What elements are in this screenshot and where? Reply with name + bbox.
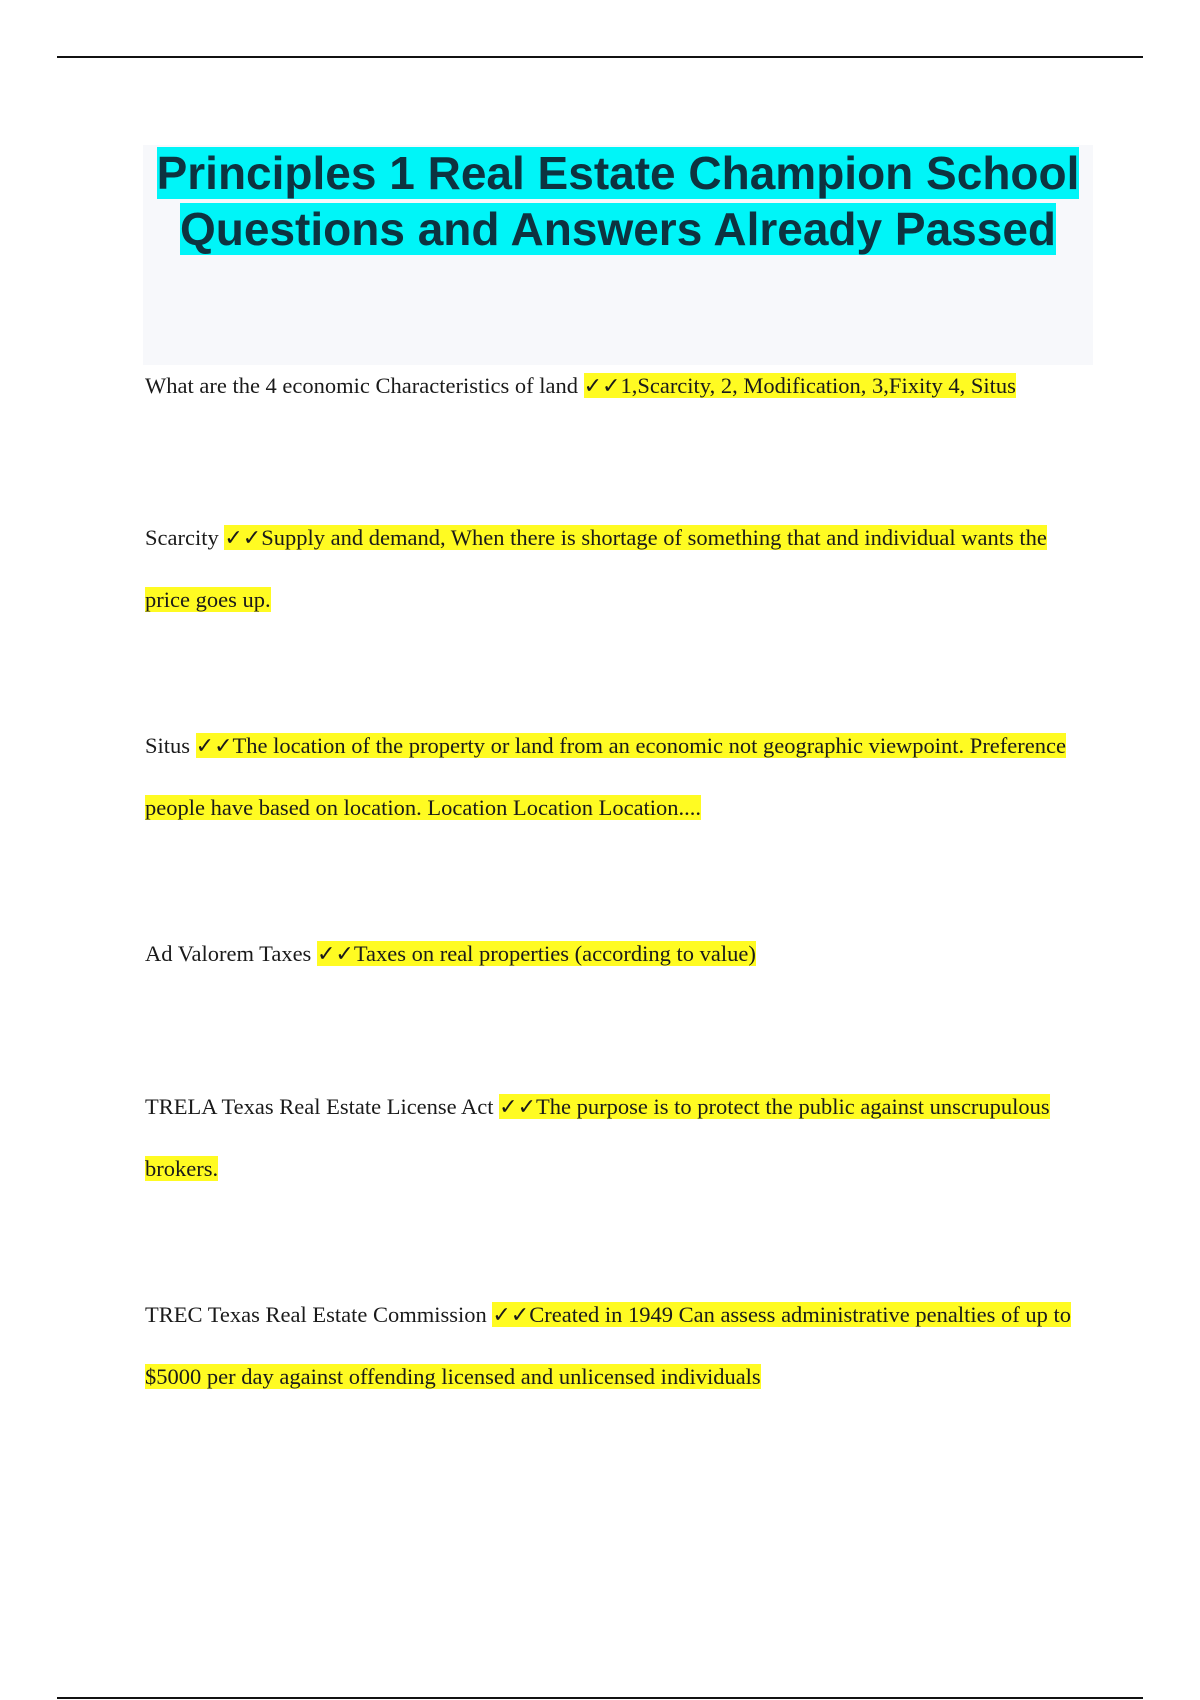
answer-text: The location of the property or land from an economic not geographic viewpoint. Preference people have based on location. Location Location Location.... (145, 733, 1066, 820)
double-check-icon: ✓✓ (316, 942, 354, 967)
qa-item (145, 1284, 1090, 1407)
qa-item (145, 923, 1090, 985)
question-text: TRELA Texas Real Estate License Act (145, 1094, 494, 1119)
answer-text: Taxes on real properties (according to value) (353, 941, 756, 966)
question-text: What are the 4 economic Characteristics of land (145, 373, 578, 398)
document-title (143, 145, 1093, 257)
double-check-icon: ✓✓ (499, 1095, 537, 1120)
footer-rule (57, 1697, 1143, 1699)
answer-highlight (145, 733, 1066, 820)
answer-text: 1,Scarcity, 2, Modification, 3,Fixity 4, Situs (620, 373, 1016, 398)
qa-item (145, 715, 1090, 838)
qa-item (145, 1076, 1090, 1199)
answer-text: The purpose is to protect the public against unscrupulous brokers. (145, 1094, 1050, 1181)
double-check-icon: ✓✓ (583, 374, 621, 399)
question-text: Scarcity (145, 525, 219, 550)
double-check-icon: ✓✓ (195, 734, 233, 759)
double-check-icon: ✓✓ (224, 526, 262, 551)
answer-highlight (584, 373, 1016, 398)
title-highlight: Principles 1 Real Estate Champion School Questions and Answers Already Passed (156, 147, 1080, 255)
answer-highlight (145, 525, 1047, 612)
qa-item (145, 507, 1090, 630)
answer-text: Supply and demand, When there is shortage of something that and individual wants the price goes up. (145, 525, 1047, 612)
answer-highlight (317, 941, 756, 966)
question-text: Ad Valorem Taxes (145, 941, 312, 966)
question-text: Situs (145, 733, 191, 758)
double-check-icon: ✓✓ (492, 1303, 530, 1328)
qa-item (145, 355, 1090, 417)
answer-text: Created in 1949 Can assess administrative penalties of up to $5000 per day against offending licensed and unlicensed individuals (145, 1302, 1071, 1389)
header-rule (57, 56, 1143, 58)
question-text: TREC Texas Real Estate Commission (145, 1302, 487, 1327)
